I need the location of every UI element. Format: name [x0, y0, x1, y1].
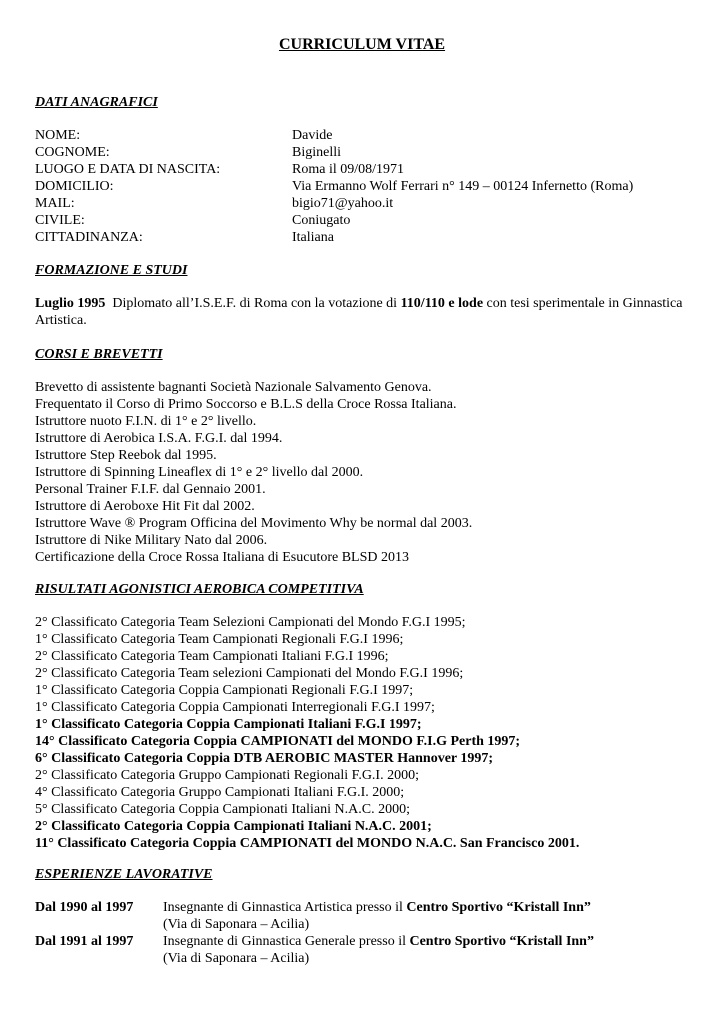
personal-row-cittadinanza [35, 229, 695, 246]
experience-description [163, 933, 594, 967]
list-item: Certificazione della Croce Rossa Italiana di Esucutore BLSD 2013 [35, 550, 410, 565]
personal-row-nome [35, 127, 695, 144]
experience-item [35, 933, 695, 967]
list-item: 2° Classificato Categoria Team selezioni Campionati del Mondo F.G.I 1996; [35, 666, 464, 681]
personal-row-civile [35, 212, 695, 229]
experience-period: Dal 1991 al 1997 [35, 934, 134, 949]
field-value: Italiana [292, 230, 334, 245]
field-label: CIVILE: [35, 213, 85, 228]
list-item: 1° Classificato Categoria Coppia Campionati Italiani F.G.I 1997; [35, 717, 422, 732]
experience-place: Centro Sportivo “Kristall Inn” [409, 934, 594, 949]
field-value: Via Ermanno Wolf Ferrari n° 149 – 00124 Infernetto (Roma) [292, 179, 634, 194]
field-value: Coniugato [292, 213, 351, 228]
field-label: NOME: [35, 128, 81, 143]
section-heading-esperienze: ESPERIENZE LAVORATIVE [35, 867, 213, 882]
list-item: 1° Classificato Categoria Team Campionati Regionali F.G.I 1996; [35, 632, 404, 647]
field-label: COGNOME: [35, 145, 110, 160]
list-item: Istruttore di Aeroboxe Hit Fit dal 2002. [35, 499, 255, 514]
list-item: 1° Classificato Categoria Coppia Campionati Regionali F.G.I 1997; [35, 683, 414, 698]
section-heading-dati-anagrafici: DATI ANAGRAFICI [35, 95, 158, 110]
list-item: 2° Classificato Categoria Coppia Campionati Italiani N.A.C. 2001; [35, 819, 432, 834]
list-item: Istruttore di Spinning Lineaflex di 1° e 2° livello dal 2000. [35, 465, 364, 480]
experience-period: Dal 1990 al 1997 [35, 900, 134, 915]
list-item: 5° Classificato Categoria Coppia Campionati Italiani N.A.C. 2000; [35, 802, 410, 817]
experience-address: (Via di Saponara – Acilia) [163, 917, 310, 932]
section-heading-corsi: CORSI E BREVETTI [35, 347, 163, 362]
list-item: Istruttore Wave ® Program Officina del Movimento Why be normal dal 2003. [35, 516, 473, 531]
field-value: bigio71@yahoo.it [292, 196, 394, 211]
list-item: Frequentato il Corso di Primo Soccorso e B.L.S della Croce Rossa Italiana. [35, 397, 457, 412]
personal-row-mail [35, 195, 695, 212]
personal-row-nascita [35, 161, 695, 178]
list-item: 2° Classificato Categoria Team Campionati Italiani F.G.I 1996; [35, 649, 389, 664]
experience-place: Centro Sportivo “Kristall Inn” [406, 900, 591, 915]
experience-address: (Via di Saponara – Acilia) [163, 951, 310, 966]
section-heading-formazione: FORMAZIONE E STUDI [35, 263, 188, 278]
document-title: CURRICULUM VITAE [278, 36, 446, 53]
personal-row-domicilio [35, 178, 695, 195]
field-value: Davide [292, 128, 333, 143]
education-text-b: con tesi sperimentale in Ginnastica Artistica. [35, 296, 683, 328]
section-heading-risultati: RISULTATI AGONISTICI AEROBICA COMPETITIVA [35, 582, 364, 597]
field-label: DOMICILIO: [35, 179, 114, 194]
education-date: Luglio 1995 [35, 296, 106, 311]
field-label: CITTADINANZA: [35, 230, 143, 245]
results-list [35, 614, 695, 852]
field-value: Biginelli [292, 145, 341, 160]
experience-item [35, 899, 695, 933]
education-text-a: Diplomato all’I.S.E.F. di Roma con la votazione di [105, 296, 401, 311]
list-item: Istruttore nuoto F.I.N. di 1° e 2° livello. [35, 414, 257, 429]
field-label: LUOGO E DATA DI NASCITA: [35, 162, 221, 177]
experience-text: Insegnante di Ginnastica Artistica presso il [163, 900, 407, 915]
list-item: 1° Classificato Categoria Coppia Campionati Interregionali F.G.I 1997; [35, 700, 435, 715]
courses-list [35, 379, 695, 566]
personal-row-cognome [35, 144, 695, 161]
list-item: Istruttore di Nike Military Nato dal 2006. [35, 533, 268, 548]
list-item: 14° Classificato Categoria Coppia CAMPIONATI del MONDO F.I.G Perth 1997; [35, 734, 521, 749]
experience-list [35, 899, 695, 967]
education-paragraph [35, 295, 685, 329]
list-item: 4° Classificato Categoria Gruppo Campionati Italiani F.G.I. 2000; [35, 785, 405, 800]
list-item: 11° Classificato Categoria Coppia CAMPIONATI del MONDO N.A.C. San Francisco 2001. [35, 836, 580, 851]
list-item: Brevetto di assistente bagnanti Società Nazionale Salvamento Genova. [35, 380, 432, 395]
list-item: Istruttore Step Reebok dal 1995. [35, 448, 217, 463]
list-item: 6° Classificato Categoria Coppia DTB AEROBIC MASTER Hannover 1997; [35, 751, 494, 766]
list-item: 2° Classificato Categoria Team Selezioni Campionati del Mondo F.G.I 1995; [35, 615, 466, 630]
list-item: Istruttore di Aerobica I.S.A. F.G.I. dal 1994. [35, 431, 283, 446]
field-value: Roma il 09/08/1971 [292, 162, 404, 177]
experience-description [163, 899, 591, 933]
field-label: MAIL: [35, 196, 75, 211]
list-item: 2° Classificato Categoria Gruppo Campionati Regionali F.G.I. 2000; [35, 768, 419, 783]
personal-data-list [35, 127, 695, 246]
list-item: Personal Trainer F.I.F. dal Gennaio 2001. [35, 482, 266, 497]
experience-text: Insegnante di Ginnastica Generale presso il [163, 934, 410, 949]
education-grade: 110/110 e lode [400, 296, 484, 311]
